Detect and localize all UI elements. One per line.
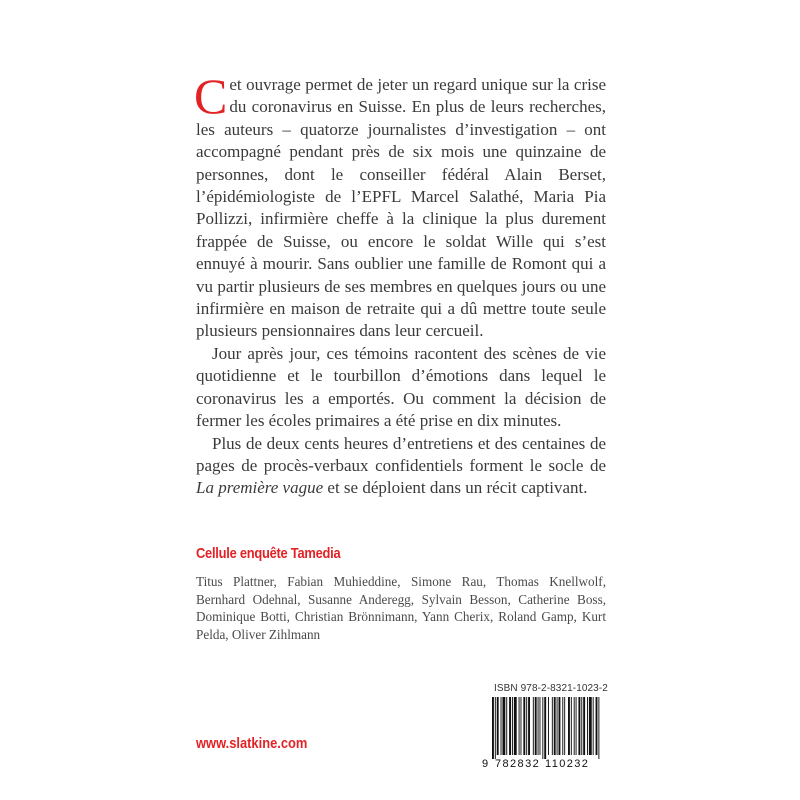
barcode-bar [548,697,549,755]
barcode-bar [564,697,565,755]
barcode-bar [596,697,598,755]
barcode-bar [587,697,588,755]
barcode-bar [578,697,580,755]
barcode-bar [506,697,507,755]
barcode-digits-left: 782832 [495,758,541,769]
barcode-bars [492,697,599,759]
barcode-bar [497,697,499,755]
barcode-bar [554,697,556,755]
barcode-bar [538,697,539,755]
blurb-paragraph-1-text: et ouvrage permet de jeter un regard unique sur la crise du coronavirus en Suisse. En plus de leurs recherches, les auteurs – quatorze journalistes d’investigation – ont accompagné pendant près de six mois une quinzaine de personnes, dont le conseiller fédéral Alain Berset, l’épidémiologiste de l’EPFL Marcel Salathé, Maria Pia Pollizzi, infirmière cheffe à la clinique la plus durement frappée de Suisse, ou encore le soldat Wille qui s’est ennuyé à mourir. Sans oublier une famille de Romont qui a vu partir plusieurs de ses membres en quelques jours ou une infirmière en maison de retraite qui a dû mettre toute seule plusieurs pensionnaires dans leur cercueil. [196,75,606,341]
barcode-bar [559,697,561,755]
barcode-digit-first: 9 [482,758,489,769]
barcode-bar [589,697,592,755]
barcode-bar [509,697,511,755]
author-list: Titus Plattner, Fabian Muhieddine, Simone Rau, Thomas Knellwolf, Bernhard Odehnal, Susanne Anderegg, Sylvain Besson, Catherine Boss, Dominique Botti, Christian Brönnimann, Yann Cherix, Roland Gamp, Kurt Pelda, Oliver Zihlmann [196,574,606,642]
barcode-bar [568,697,570,755]
isbn-label: ISBN 978-2-8321-1023-2 [494,683,608,694]
barcode-bar [492,697,494,759]
blurb-paragraph-3 [196,433,606,500]
barcode-bar [495,697,496,759]
barcode-bar [598,697,599,759]
barcode-bar [542,697,543,759]
book-title-italic: La première vague [196,478,324,498]
blurb-paragraph-1 [194,68,606,343]
barcode-bar [562,697,563,755]
barcode-bar [535,697,537,755]
barcode-bar [593,697,594,755]
barcode-bar [501,697,502,755]
barcode-bar [576,697,577,755]
imprint-title: Cellule enquête Tamedia [196,545,341,562]
barcode-bar [544,697,546,759]
barcode-bar [512,697,513,755]
barcode-bar [574,697,575,755]
drop-cap: C [194,68,228,124]
blurb-paragraph-3-start: Plus de deux cents heures d’entretiens et des centaines de pages de procès-verbaux confidentiels forment le socle de [196,433,606,475]
barcode-bar [502,697,505,755]
barcode-bar [557,697,558,755]
barcode-bar [514,697,517,755]
barcode-bar [523,697,525,755]
blurb-paragraph-2: Jour après jour, ces témoins racontent des scènes de vie quotidienne et le tourbillon d’émotions dans lequel le coronavirus les a emportés. Ou comment la décision de fermer les écoles primaires a été prise en dix minutes. [196,343,606,431]
barcode-bar [540,697,541,755]
barcode-bar [528,697,530,755]
barcode-bar [526,697,527,755]
barcode-digits-right: 110232 [545,758,590,769]
barcode-bar [521,697,522,755]
publisher-website: www.slatkine.com [196,735,308,752]
barcode-bar [533,697,534,755]
barcode-bar [552,697,553,755]
barcode-bar [519,697,520,755]
blurb-text [194,68,606,500]
blurb-paragraph-3-end: et se déploient dans un récit captivant. [323,478,588,498]
isbn-barcode [482,697,606,769]
barcode-bar [571,697,572,755]
barcode-bar [581,697,582,755]
barcode-bar [583,697,585,755]
